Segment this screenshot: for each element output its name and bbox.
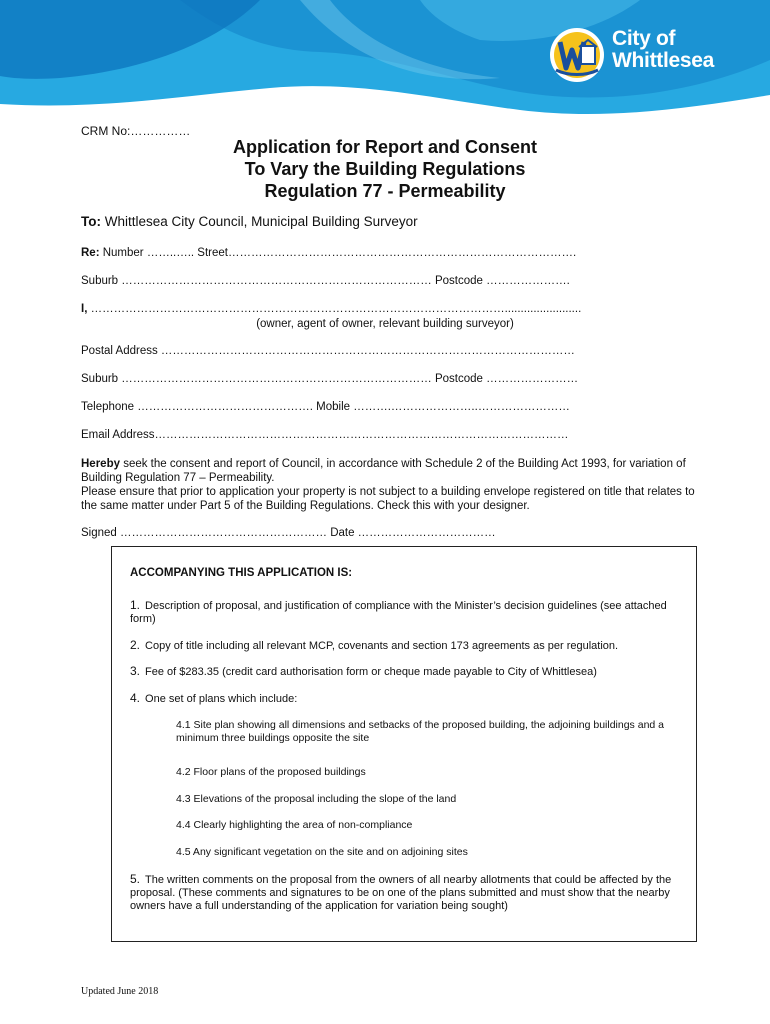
postal-address-field[interactable]: Postal Address ……………………………………………………………………………………………… <box>81 345 575 357</box>
suburb-field-2[interactable]: Suburb ……………………………………………………………………… Postcode …………………… <box>81 373 579 385</box>
item-number: 3. <box>130 664 141 678</box>
to-label: To: <box>81 214 101 229</box>
hereby-text-1: seek the consent and report of Council, in accordance with Schedule 2 of the Building Act 1993, for variation of Building Regulation 77 – Permeability. <box>81 458 686 484</box>
re-text: Number ……..….. Street………………………………………………………………………………. <box>99 247 577 259</box>
checklist-subitem-4-2: 4.2 Floor plans of the proposed buildings <box>176 766 366 778</box>
i-label: I, <box>81 303 88 315</box>
crm-number-field[interactable]: CRM No:…………… <box>81 124 191 138</box>
to-line <box>81 214 418 229</box>
hereby-sentence <box>81 457 701 485</box>
owner-note: (owner, agent of owner, relevant building surveyor) <box>256 318 514 330</box>
item-number: 2. <box>130 638 141 652</box>
logo-emblem-icon <box>548 26 608 84</box>
title-line-3: Regulation 77 - Permeability <box>264 181 506 201</box>
hereby-bold: Hereby <box>81 458 120 470</box>
item-text: One set of plans which include: <box>145 693 298 705</box>
checklist-item-2 <box>130 639 690 653</box>
telephone-field[interactable]: Telephone ………………………………………. Mobile ……….…………………..…………………… <box>81 401 570 413</box>
checklist-heading: ACCOMPANYING THIS APPLICATION IS: <box>130 567 353 579</box>
city-logo <box>548 26 738 84</box>
header-banner <box>0 0 770 125</box>
hereby-paragraph <box>81 457 701 513</box>
checklist-subitem-4-1: 4.1 Site plan showing all dimensions and setbacks of the proposed building, the adjoining buildings and a minimum three buildings opposite the site <box>176 719 664 744</box>
item-text: Fee of $283.35 (credit card authorisation form or cheque made payable to City of Whittlesea) <box>145 666 597 678</box>
checklist-item-4 <box>130 692 690 706</box>
checklist-item-3 <box>130 665 690 679</box>
hereby-text-2: Please ensure that prior to application your property is not subject to a building envelope registered on title that relates to the same matter under Part 5 of the Building Regulations. Check this with your designer. <box>81 486 695 512</box>
logo-line-1: City of <box>612 27 676 50</box>
item-number: 4. <box>130 691 141 705</box>
logo-wordmark <box>612 28 714 72</box>
checklist-subitem-4-4: 4.4 Clearly highlighting the area of non-compliance <box>176 819 413 831</box>
checklist-item-1 <box>130 599 685 626</box>
suburb-field-1[interactable]: Suburb ……………………………………………………………………… Postcode …………………. <box>81 275 570 287</box>
item-text: Copy of title including all relevant MCP, covenants and section 173 agreements as per regulation. <box>145 640 619 652</box>
logo-line-2: Whittlesea <box>612 49 715 72</box>
title-line-2: To Vary the Building Regulations <box>244 159 526 179</box>
signed-date-field[interactable]: Signed ……………………………………………… Date ……………………………… <box>81 527 496 539</box>
item-text: The written comments on the proposal from the owners of all nearby allotments that could be affected by the proposal. (These comments and signatures to be on one of the plans submitted and must show that the nearby owners have a full understanding of the application for variation being sought) <box>130 874 672 912</box>
i-text: ………………………………………………………………………………………………........................ <box>87 303 582 315</box>
email-field[interactable]: Email Address……………………………………………………………………………………………… <box>81 429 569 441</box>
checklist-subitem-4-3: 4.3 Elevations of the proposal including the slope of the land <box>176 793 457 805</box>
item-number: 1. <box>130 598 141 612</box>
checklist-item-5 <box>130 873 692 913</box>
checklist-subitem-4-5: 4.5 Any significant vegetation on the site and on adjoining sites <box>176 846 468 858</box>
item-number: 5. <box>130 872 141 886</box>
re-label: Re: <box>81 247 100 259</box>
footer-updated-date: Updated June 2018 <box>81 986 159 997</box>
document-title <box>0 136 770 202</box>
re-address-field[interactable] <box>81 247 576 259</box>
applicant-name-field[interactable] <box>81 303 581 315</box>
checklist-box <box>111 546 697 942</box>
title-line-1: Application for Report and Consent <box>233 137 537 157</box>
item-text: Description of proposal, and justification of compliance with the Minister’s decision guidelines (see attached form) <box>130 600 667 625</box>
to-value: Whittlesea City Council, Municipal Building Surveyor <box>104 214 418 229</box>
